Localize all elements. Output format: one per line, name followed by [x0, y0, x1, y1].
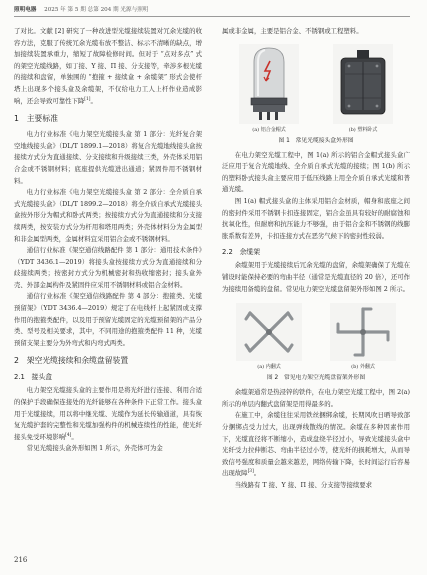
dome-enclosure-photo [239, 44, 299, 124]
figure-1b [333, 44, 393, 134]
outward-rack-photo [330, 303, 396, 361]
panel-caption: (b) 外翻式 [351, 364, 375, 371]
paragraph: 通信行业标准《架空通信线路配件 第 1 部分：通用技术条件》（YDT 3436.1—2019）将接头盒按接续方式分为直通接续和分歧接续两类；按密封方式分为机械密封和热收缩密封；接头盒外壳、外部金属构件及紧固件应采用不锈钢材料或铝合金材料。 [14, 246, 202, 289]
paragraph-end: 。 [71, 432, 78, 441]
paragraph: 电力行业标准《电力架空光缆接头盒 第 1 部分：光纤复合架空地线接头盒》（DL/T 1899.1—2018）将复合光缆地线接头盒按接续方式分为直通接续、分支接续和升级接续三类，外壳体采用铝合金或不锈钢材料；底座提供光缆进出通道；紧固件用不锈钢材料。 [14, 130, 202, 185]
paragraph-text: 电力架空光缆接头盒的主要作用是将光纤进行连接、利用合适的保护手段确保连接处的光纤能够在各种条件下正常工作。接头盒用于光缆接续，用以将中继光缆、光缆作为延长传输通道，具有恢复光缆护套的完整性和光缆加强构件的机械连续性的性能，使光纤接头免受环境影响 [14, 386, 202, 441]
figure-2a [236, 303, 302, 371]
paragraph: 图 1(a) 帽式接头盒的主体采用铝合金材质，帽身和底座之间的密封件采用不锈钢卡扣连接固定，铝合金虽具有较好的耐腐蚀和抗氧化性，但耐磨和抗压能力不够强，由于铝合金和不锈钢的线膨胀系数有差异，卡扣连接方式在恶劣气候下的密封性较弱。 [222, 196, 410, 240]
section-heading: 2 架空光缆接续和余缆盘留装置 [14, 356, 129, 366]
citation: [3] [247, 469, 254, 475]
panel-caption: (a) 内翻式 [257, 364, 281, 371]
figure-1a [239, 44, 299, 134]
figure-caption: 图 1 常见光缆接头盒外形图 [278, 137, 354, 144]
inward-rack-photo [236, 303, 302, 361]
section-heading: 1 主要标准 [14, 114, 58, 124]
subsection-heading: 2.1 接头盒 [14, 373, 52, 382]
paragraph [222, 410, 410, 480]
page-number: 216 [14, 556, 28, 564]
subsection-heading: 2.2 余缆架 [222, 248, 260, 257]
figure-2b [330, 303, 396, 371]
intro-end: 。 [90, 96, 97, 105]
journal-name: 照明电器 [14, 7, 37, 13]
paragraph: 常见光缆接头盒外形如图 1 所示，外壳体可为金 [26, 444, 163, 453]
right-column [222, 26, 410, 491]
citation: [4] [65, 432, 72, 438]
paragraph: 余缆架通常是热浸锌的铁件，在电力架空光缆工程中，图 2(a) 所示的单层内翻式盘留架是用得最多的。 [222, 388, 410, 408]
paragraph: 在电力架空光缆工程中，图 1(a) 所示的铝合金帽式接头盒广泛应用于复合光缆地线、全介质自承式光缆的接续；图 1(b) 所示的塑料卧式接头盒主要应用于低压线路上用全介质自承式光缆和普通光缆。 [222, 150, 410, 194]
citation: [1] [84, 96, 91, 102]
left-column [14, 26, 202, 455]
figure-1 [222, 42, 410, 146]
paragraph: 电力行业标准《电力架空光缆接头盒 第 2 部分：全介质自承式光缆接头盒》（DL/T 1899.2—2018）将全介质自承式光缆接头盒按外形分为帽式和卧式两类；按接续方式分为直通接续和分支接续两类，按安装方式分为杆用和塔用两类；外壳体材料分为金属型和非金属型两类，金属材料宜采用铝合金或不锈钢材料。 [14, 188, 202, 243]
running-header [14, 5, 410, 17]
panel-caption: (a) 铝合金帽式 [252, 126, 286, 133]
paragraph: 属或非金属，主要是铝合金、不锈钢或工程塑料。 [222, 27, 363, 35]
intro-text: 了对比。文献 [2] 研究了一种改进型光缆接续装置对冗余光缆的收容方法，克服了传统冗余光缆布放不整洁、标示不清晰的缺点，增加接续装置承重力，缩短了故障检修时间。但对于 “点对多点” 式的架空光缆线路，如丁接、Y 接、Π 接、分支接等，牵涉多根光缆的接续和盘留，单独围的 “抱箍 + 接续盒 + 余缆架” 形式会使杆塔上出现多个接头盒及余缆架，不仅给电力工人上杆作业造成影响，还会导致可靠性下降 [14, 27, 202, 105]
paragraph: 余缆架用于光缆接续后冗余光缆的盘留，余缆架确保了光缆在铺设时能保持必要的弯曲半径（通常是光缆直径的 20 倍），还可作为接续用备缆的盘留。常见电力架空光缆盘留架外形如图 2 所示。 [222, 261, 410, 293]
horizontal-enclosure-photo [333, 44, 393, 124]
paragraph: 通信行业标准《架空通信线路配件 第 4 部分：抱箍类、光缆预留架》（YDT 3436.4—2019）规定了在电线杆上起紧固或支撑作用的抱箍类配件，以及用于预留光缆固定的光缆预留架的产品分类、型号及相关要求，其中，不同用途的抱箍类配件 11 种，光缆预留支架主要分为外弯式和内弯式两类。 [14, 292, 202, 347]
panel-caption: (b) 塑料卧式 [348, 126, 378, 133]
paragraph-end: 。 [253, 469, 261, 478]
issue-info: 2025 年 第 5 期 总第 204 期 光源与照明 [44, 7, 149, 13]
figure-caption: 图 2 常见电力架空光缆盘留架外形图 [266, 375, 366, 382]
paragraph [14, 385, 202, 443]
paragraph: 当线路有 T 接、Y 接、Π 接、分支接等接续要求 [234, 480, 373, 489]
paragraph-text: 在施工中，余缆往往采用铁丝捆绑余缆，长期风吹日晒导致部分捆绑点受力过大，出现弹线散线的情况。余缆在多种因素作用下，光缆直径将不断缩小，造成盘绕半径过小，导致光缆接头盒中光纤受力拉伸断芯、弯曲半径过小等，使光纤的损耗增大，从而导致信号强度和质量会越来越差，网络传输下降，长时间运行后容易出现故障 [222, 411, 410, 478]
intro-paragraph [14, 26, 202, 107]
figure-2 [222, 299, 410, 383]
